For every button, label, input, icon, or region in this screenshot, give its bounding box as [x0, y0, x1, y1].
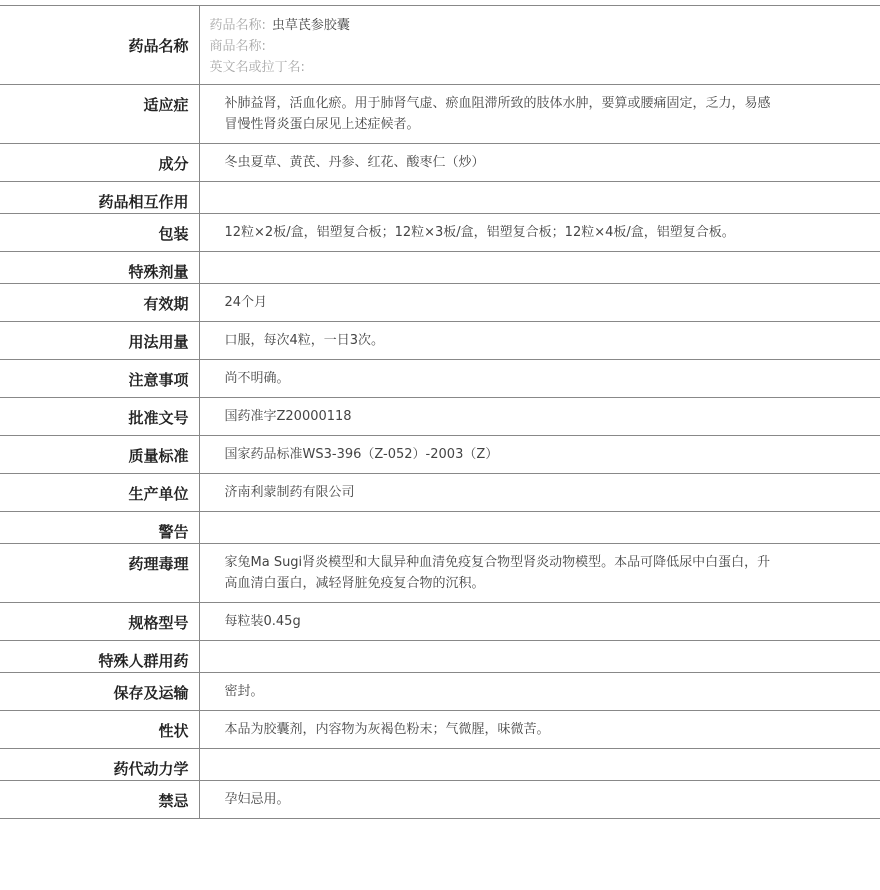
drug-name-value: 虫草芪参胶囊 — [271, 18, 350, 33]
drug-name-line — [210, 15, 871, 36]
row-label: 规格型号 — [0, 603, 199, 641]
table-row — [0, 474, 880, 512]
row-value: 国药准字Z20000118 — [224, 409, 352, 424]
row-label: 成分 — [0, 144, 199, 182]
row-value — [199, 749, 880, 781]
row-label: 有效期 — [0, 284, 199, 322]
row-value: 济南利蒙制药有限公司 — [224, 485, 355, 500]
row-label: 注意事项 — [0, 360, 199, 398]
row-value: 每粒装0.45g — [224, 614, 301, 629]
table-row — [0, 711, 880, 749]
table-row — [0, 512, 880, 544]
row-value: 12粒×2板/盒，铝塑复合板；12粒×3板/盒，铝塑复合板；12粒×4板/盒，铝塑复合板。 — [224, 225, 735, 240]
row-value — [199, 182, 880, 214]
row-value: 补肺益肾，活血化瘀。用于肺肾气虚、瘀血阻滞所致的肢体水肿，要算或腰痛固定，乏力，易感冒慢性肾炎蛋白尿见上述症候者。 — [224, 96, 771, 132]
trade-name-label: 商品名称: — [209, 39, 266, 54]
row-value: 孕妇忌用。 — [224, 792, 290, 807]
row-label: 生产单位 — [0, 474, 199, 512]
row-label: 用法用量 — [0, 322, 199, 360]
row-label: 质量标准 — [0, 436, 199, 474]
row-value: 尚不明确。 — [224, 371, 290, 386]
row-value: 密封。 — [224, 684, 264, 699]
english-name-label: 英文名或拉丁名: — [209, 60, 305, 75]
row-label: 适应症 — [0, 85, 199, 144]
table-row — [0, 284, 880, 322]
table-row — [0, 214, 880, 252]
row-value — [199, 252, 880, 284]
row-label: 包装 — [0, 214, 199, 252]
row-label: 警告 — [0, 512, 199, 544]
row-value: 24个月 — [224, 295, 268, 310]
table-row — [0, 544, 880, 603]
table-row — [0, 641, 880, 673]
row-label: 药代动力学 — [0, 749, 199, 781]
table-row — [0, 322, 880, 360]
row-value: 家兔Ma Sugi肾炎模型和大鼠异种血清免疫复合物型肾炎动物模型。本品可降低尿中白蛋白，升高血清白蛋白，减轻肾脏免疫复合物的沉积。 — [224, 555, 771, 591]
table-row — [0, 603, 880, 641]
row-value — [199, 641, 880, 673]
row-label: 批准文号 — [0, 398, 199, 436]
row-label: 药理毒理 — [0, 544, 199, 603]
name-cell — [199, 6, 880, 85]
trade-name-line — [210, 36, 871, 57]
row-label: 药品相互作用 — [0, 182, 199, 214]
row-value: 口服，每次4粒，一日3次。 — [224, 333, 385, 348]
table-row — [0, 781, 880, 819]
drug-info-table — [0, 5, 880, 819]
table-row — [0, 398, 880, 436]
table-row — [0, 749, 880, 781]
table-row — [0, 144, 880, 182]
table-row-name — [0, 6, 880, 85]
table-row — [0, 85, 880, 144]
table-row — [0, 182, 880, 214]
drug-name-label: 药品名称: — [209, 18, 266, 33]
row-value: 冬虫夏草、黄芪、丹参、红花、酸枣仁（炒） — [224, 155, 485, 170]
table-row — [0, 436, 880, 474]
table-row — [0, 252, 880, 284]
row-value — [199, 512, 880, 544]
row-label: 性状 — [0, 711, 199, 749]
row-label: 特殊剂量 — [0, 252, 199, 284]
table-row — [0, 360, 880, 398]
english-name-line — [210, 57, 871, 78]
row-label: 药品名称 — [0, 6, 199, 85]
row-label: 特殊人群用药 — [0, 641, 199, 673]
table-row — [0, 673, 880, 711]
row-value: 本品为胶囊剂，内容物为灰褐色粉末；气微腥，味微苦。 — [224, 722, 550, 737]
row-value: 国家药品标准WS3-396（Z-052）-2003（Z） — [224, 447, 499, 462]
row-label: 禁忌 — [0, 781, 199, 819]
row-label: 保存及运输 — [0, 673, 199, 711]
